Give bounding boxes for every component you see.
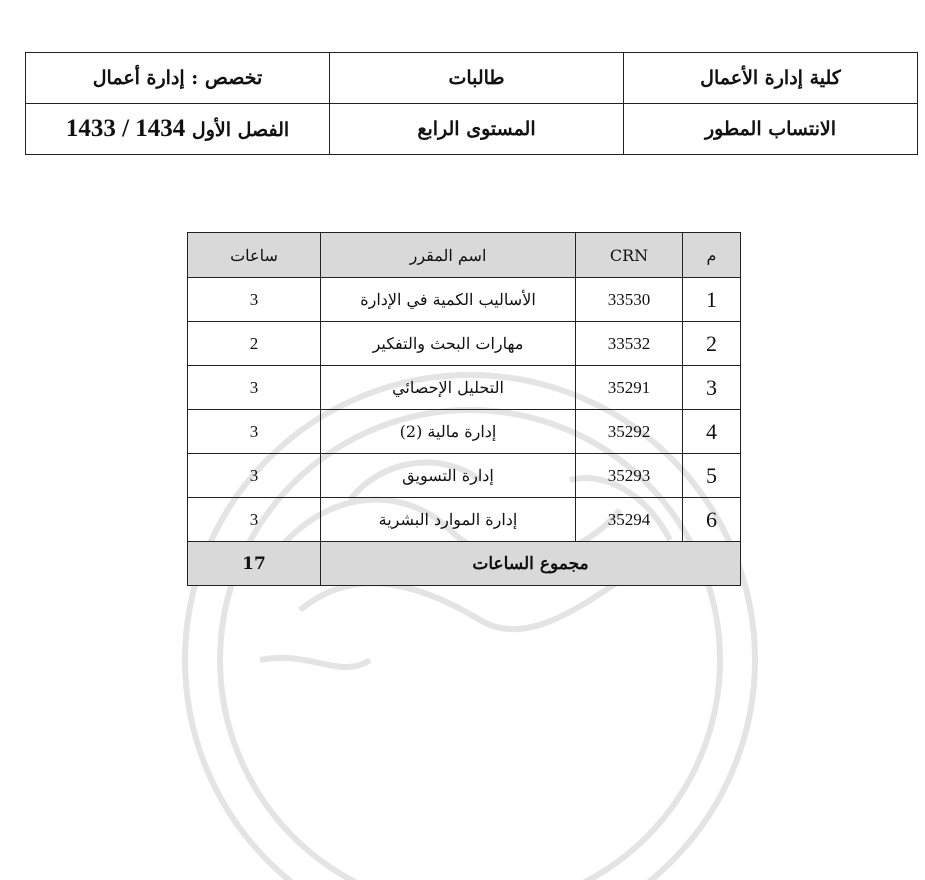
row-course-name: الأساليب الكمية في الإدارة [321, 278, 576, 322]
row-hours: 3 [188, 410, 321, 454]
table-row [188, 366, 741, 410]
header-row-2 [26, 104, 918, 155]
header-info-table [25, 52, 918, 155]
table-row [188, 454, 741, 498]
term-years: 1433 / 1434 [65, 115, 186, 142]
col-header-hours: ساعات [188, 233, 321, 278]
row-num: 4 [683, 410, 741, 454]
total-row [188, 542, 741, 586]
courses-table [187, 232, 741, 586]
row-crn: 35293 [576, 454, 683, 498]
total-label: مجموع الساعات [321, 542, 741, 586]
term-label: الفصل الأول [191, 119, 290, 141]
courses-header-row [188, 233, 741, 278]
row-course-name: إدارة مالية (2) [321, 410, 576, 454]
col-header-crn: CRN [576, 233, 683, 278]
term-cell [26, 104, 330, 155]
row-course-name: إدارة الموارد البشرية [321, 498, 576, 542]
row-num: 2 [683, 322, 741, 366]
row-course-name: مهارات البحث والتفكير [321, 322, 576, 366]
table-row [188, 410, 741, 454]
row-crn: 33530 [576, 278, 683, 322]
col-header-name: اسم المقرر [321, 233, 576, 278]
total-hours: 17 [188, 542, 321, 586]
program-name: الانتساب المطور [624, 104, 918, 155]
table-row [188, 498, 741, 542]
college-name: كلية إدارة الأعمال [624, 53, 918, 104]
row-crn: 33532 [576, 322, 683, 366]
col-header-num: م [683, 233, 741, 278]
row-hours: 3 [188, 278, 321, 322]
row-hours: 3 [188, 366, 321, 410]
major-label: تخصص : إدارة أعمال [26, 53, 330, 104]
row-crn: 35292 [576, 410, 683, 454]
row-course-name: التحليل الإحصائي [321, 366, 576, 410]
row-course-name: إدارة التسويق [321, 454, 576, 498]
row-num: 3 [683, 366, 741, 410]
header-row-1 [26, 53, 918, 104]
row-hours: 3 [188, 454, 321, 498]
row-num: 6 [683, 498, 741, 542]
table-row [188, 278, 741, 322]
row-crn: 35291 [576, 366, 683, 410]
row-hours: 2 [188, 322, 321, 366]
row-crn: 35294 [576, 498, 683, 542]
row-num: 5 [683, 454, 741, 498]
table-row [188, 322, 741, 366]
level-label: المستوى الرابع [330, 104, 624, 155]
row-num: 1 [683, 278, 741, 322]
students-label: طالبات [330, 53, 624, 104]
row-hours: 3 [188, 498, 321, 542]
